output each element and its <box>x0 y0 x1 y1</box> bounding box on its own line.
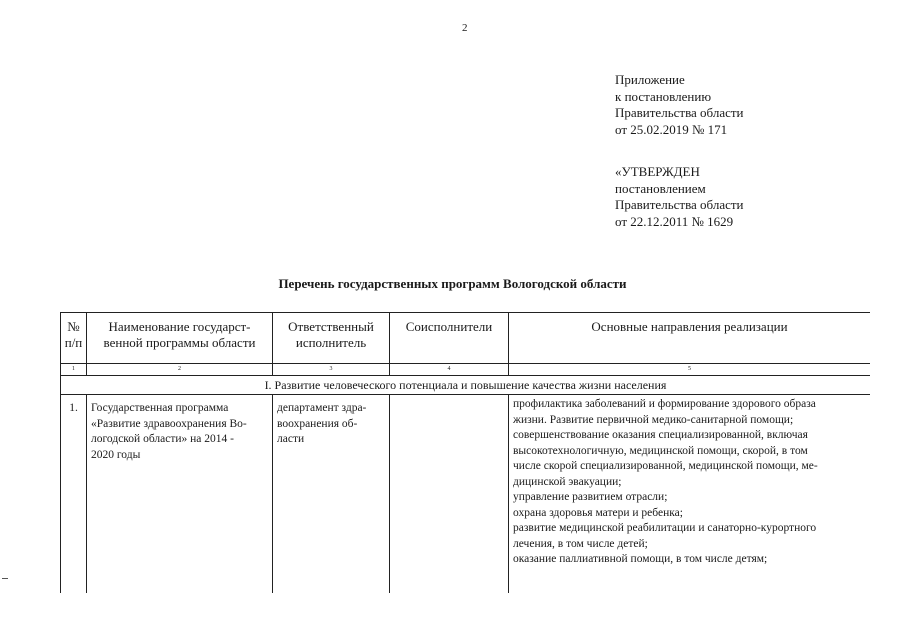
header-executor-line: Ответственный <box>288 319 374 334</box>
header-executor-line: исполнитель <box>295 335 367 350</box>
direction-line: жизни. Развитие первичной медико-санитарной помощи; <box>513 413 794 426</box>
table-header-row <box>61 313 871 364</box>
direction-line: числе скорой специализированной, медицинской помощи, ме- <box>513 460 818 472</box>
programs-table <box>60 312 870 593</box>
header-name-line: Наименование государст- <box>108 319 251 334</box>
column-number: 5 <box>509 364 871 376</box>
implementation-directions <box>509 395 871 594</box>
column-number-row <box>61 364 871 376</box>
program-name-line: 2020 годы <box>91 448 141 461</box>
annex-line: Правительства области <box>615 105 744 120</box>
direction-line: оказание паллиативной помощи, в том числе детям; <box>513 553 768 565</box>
header-coexecutors <box>390 313 509 364</box>
programs-table-wrapper <box>60 312 870 612</box>
direction-line: охрана здоровья матери и ребенка; <box>513 506 683 519</box>
scan-edge-mark <box>2 578 8 579</box>
annex-line: Приложение <box>615 72 685 87</box>
approved-block <box>615 164 744 230</box>
header-directions <box>509 313 871 364</box>
section-row <box>61 376 871 395</box>
executor-line: воохранения об- <box>277 417 358 430</box>
column-number: 2 <box>87 364 273 376</box>
executor-line: департамент здра- <box>277 402 367 414</box>
coexecutors-cell <box>390 395 509 594</box>
header-num <box>61 313 87 364</box>
annex-line: к постановлению <box>615 88 712 104</box>
direction-line: лечения, в том числе детей; <box>513 537 648 550</box>
approved-line: Правительства области <box>615 197 744 212</box>
page-number: 2 <box>462 22 468 34</box>
direction-line: профилактика заболеваний и формирование здорового образа <box>513 398 816 410</box>
program-name-line: «Развитие здравоохранения Во- <box>91 417 247 430</box>
header-executor <box>273 313 390 364</box>
section-heading: I. Развитие человеческого потенциала и повышение качества жизни населения <box>61 376 871 395</box>
header-num-line: п/п <box>64 335 83 350</box>
annex-block <box>615 72 744 138</box>
header-num-line: № <box>67 319 80 334</box>
program-name <box>87 395 273 594</box>
column-number: 3 <box>273 364 390 376</box>
direction-line: совершенствование оказания специализированной, включая <box>513 429 808 441</box>
program-name-line: Государственная программа <box>91 402 229 414</box>
direction-line: дицинской эвакуации; <box>513 475 622 488</box>
responsible-executor <box>273 395 390 594</box>
approved-line: от 22.12.2011 № 1629 <box>615 213 734 229</box>
direction-line: развитие медицинской реабилитации и санаторно-курортного <box>513 522 817 534</box>
executor-line: ласти <box>277 433 305 445</box>
column-number: 4 <box>390 364 509 376</box>
approved-line: «УТВЕРЖДЕН <box>615 164 700 179</box>
table-row <box>61 395 871 594</box>
header-directions-line: Основные направления реализации <box>591 319 788 334</box>
document-title: Перечень государственных программ Вологодской области <box>278 276 627 291</box>
direction-line: управление развитием отрасли; <box>513 491 668 503</box>
row-number: 1. <box>61 395 87 594</box>
header-name-line: венной программы области <box>103 335 256 350</box>
header-program-name <box>87 313 273 364</box>
header-coexecutors-line: Соисполнители <box>405 319 493 334</box>
annex-line: от 25.02.2019 № 171 <box>615 121 728 137</box>
program-name-line: логодской области» на 2014 - <box>91 433 234 445</box>
direction-line: высокотехнологичную, медицинской помощи, скорой, в том <box>513 444 808 457</box>
approved-line: постановлением <box>615 180 706 196</box>
column-number: 1 <box>61 364 87 376</box>
